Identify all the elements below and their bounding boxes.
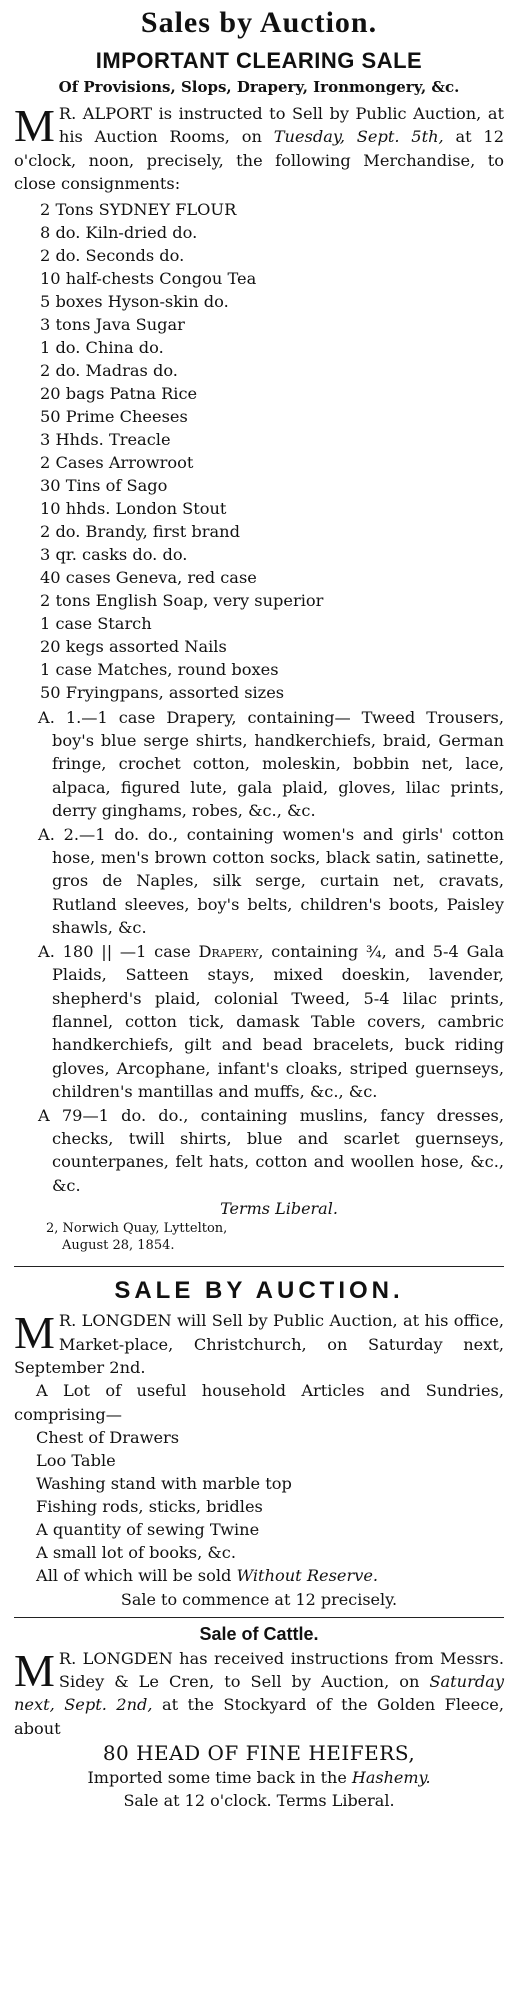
ad3-intro-date: Saturday next, Sept. 2nd,	[14, 1672, 504, 1715]
lot-a180	[38, 940, 504, 1104]
list-item: 50 Prime Cheeses	[40, 406, 188, 426]
ad2-all: All of which will be sold	[36, 1566, 237, 1586]
ad1-intro-a: R. ALPORT is instructed to Sell by Public Auction, at his Auction Rooms, on	[58, 104, 504, 147]
list-item: 10 half-chests Congou Tea	[40, 268, 257, 288]
divider	[14, 1266, 504, 1267]
list-item: 5 boxes Hyson-skin do.	[40, 291, 229, 311]
list-item: 8 do. Kiln-dried do.	[40, 222, 198, 242]
lot-a1: A. 1.—1 case Drapery, containing— Tweed Trousers, boy's blue serge shirts, handkerchiefs, braid, German fringe, crochet cotton, moleskin, bobbin net, lace, alpaca, figured lute, gala plaid, gloves, lilac prints, derry ginghams, robes, &c., &c.	[38, 707, 504, 821]
ad-clearing-sale	[14, 48, 504, 1254]
list-item: A quantity of sewing Twine	[36, 1520, 260, 1540]
lot-a180-b: , containing ¾, and 5-4 Gala Plaids, Satteen stays, mixed doeskin, lavender, shepherd's plaid, colonial Tweed, 5-4 lilac prints, flannel, cotton tick, damask Table covers, cambric handkerchiefs, gilt and bead bracelets, buck riding gloves, Arcophane, infant's cloaks, striped guernseys, children's mantillas and muffs, &c., &c.	[52, 941, 504, 1102]
list-item: 50 Fryingpans, assorted sizes	[40, 682, 285, 702]
list-item: 40 cases Geneva, red case	[40, 567, 257, 587]
ad2-without-reserve: Without Reserve.	[236, 1566, 379, 1586]
ad3-intro-a: R. LONGDEN has received instructions from Messrs. Sidey & Le Cren, to Sell by Auction, on	[58, 1648, 504, 1691]
ad1-intro-date: Tuesday, Sept. 5th,	[273, 127, 444, 147]
list-item: 3 Hhds. Treacle	[40, 429, 171, 449]
ad2-para: A Lot of useful household Articles and Sundries, comprising—	[14, 1381, 504, 1424]
ad1-address: 2, Norwich Quay, Lyttelton,	[46, 1221, 228, 1237]
ad3-ship: Hashemy.	[351, 1768, 431, 1788]
ad1-subtitle: Of Provisions, Slops, Drapery, Ironmongery, &c.	[58, 78, 460, 96]
ad-sale-by-auction	[14, 1277, 504, 1610]
ad2-title: SALE BY AUCTION.	[114, 1277, 404, 1305]
ad3-title: Sale of Cattle.	[199, 1623, 319, 1644]
lot-a180-a: A. 180 || —1 case	[38, 941, 199, 961]
list-item: 2 Cases Arrowroot	[40, 452, 194, 472]
list-item: 20 bags Patna Rice	[40, 383, 198, 403]
list-item: 1 do. China do.	[40, 337, 164, 357]
ad1-intro-b: at 12 o'clock, noon, precisely, the following Merchandise, to close consignments:	[14, 127, 504, 194]
ad1-title: IMPORTANT CLEARING SALE	[95, 48, 423, 73]
list-item: 2 do. Madras do.	[40, 360, 178, 380]
list-item: 2 Tons SYDNEY FLOUR	[40, 199, 237, 219]
ad1-date: August 28, 1854.	[62, 1238, 175, 1254]
ad3-heifers: 80 HEAD OF FINE HEIFERS,	[102, 1741, 416, 1766]
ad3-imported-a: Imported some time back in the	[87, 1768, 352, 1788]
ad2-commence: Sale to commence at 12 precisely.	[120, 1589, 398, 1609]
list-item: 20 kegs assorted Nails	[40, 636, 227, 656]
list-item: Washing stand with marble top	[36, 1474, 292, 1494]
ad2-item-list	[36, 1426, 504, 1564]
newspaper-column	[0, 6, 514, 1990]
list-item: Chest of Drawers	[36, 1428, 180, 1448]
list-item: 3 qr. casks do. do.	[40, 544, 188, 564]
ad1-item-list	[40, 198, 504, 704]
ad1-lots	[14, 706, 504, 1198]
lot-a79: A 79—1 do. do., containing muslins, fancy dresses, checks, twill shirts, blue and scarlet guernseys, counterpanes, felt hats, cotton and woollen hose, &c., &c.	[38, 1105, 504, 1195]
ad3-intro-b: at the Stockyard of the Golden Fleece, about	[14, 1695, 505, 1738]
list-item: 2 tons English Soap, very superior	[40, 590, 324, 610]
list-item: 2 do. Seconds do.	[40, 245, 185, 265]
ad1-dropcap: M	[14, 100, 55, 151]
list-item: 10 hhds. London Stout	[40, 498, 227, 518]
ad3-imported	[14, 1766, 504, 1789]
ad1-terms: Terms Liberal.	[220, 1199, 338, 1219]
ad3-dropcap: M	[14, 1644, 55, 1696]
list-item: 1 case Starch	[40, 613, 152, 633]
ad2-dropcap: M	[14, 1307, 55, 1359]
section-heading: Sales by Auction.	[140, 6, 378, 39]
lot-a180-word: Drapery	[198, 941, 259, 961]
list-item: 2 do. Brandy, first brand	[40, 521, 240, 541]
list-item: A small lot of books, &c.	[36, 1543, 236, 1563]
ad2-intro-text: R. LONGDEN will Sell by Public Auction, at his office, Market-place, Christchurch, on Saturday next, September 2nd.	[14, 1311, 504, 1377]
ad2-reserve	[14, 1564, 504, 1587]
list-item: 3 tons Java Sugar	[40, 314, 185, 334]
list-item: 1 case Matches, round boxes	[40, 659, 279, 679]
ad2-intro	[14, 1309, 504, 1379]
list-item: 30 Tins of Sago	[40, 475, 168, 495]
ad-sale-of-cattle	[14, 1624, 504, 1813]
lot-a2: A. 2.—1 do. do., containing women's and girls' cotton hose, men's brown cotton socks, black satin, satinette, gros de Naples, silk serge, curtain net, cravats, Rutland sleeves, boy's belts, children's boots, Paisley shawls, &c.	[38, 824, 504, 938]
list-item: Loo Table	[36, 1451, 116, 1471]
ad3-sale: Sale at 12 o'clock. Terms Liberal.	[123, 1791, 395, 1811]
list-item: Fishing rods, sticks, bridles	[36, 1497, 263, 1517]
ad1-intro	[14, 102, 504, 196]
ad3-intro	[14, 1644, 505, 1741]
divider	[14, 1617, 504, 1618]
